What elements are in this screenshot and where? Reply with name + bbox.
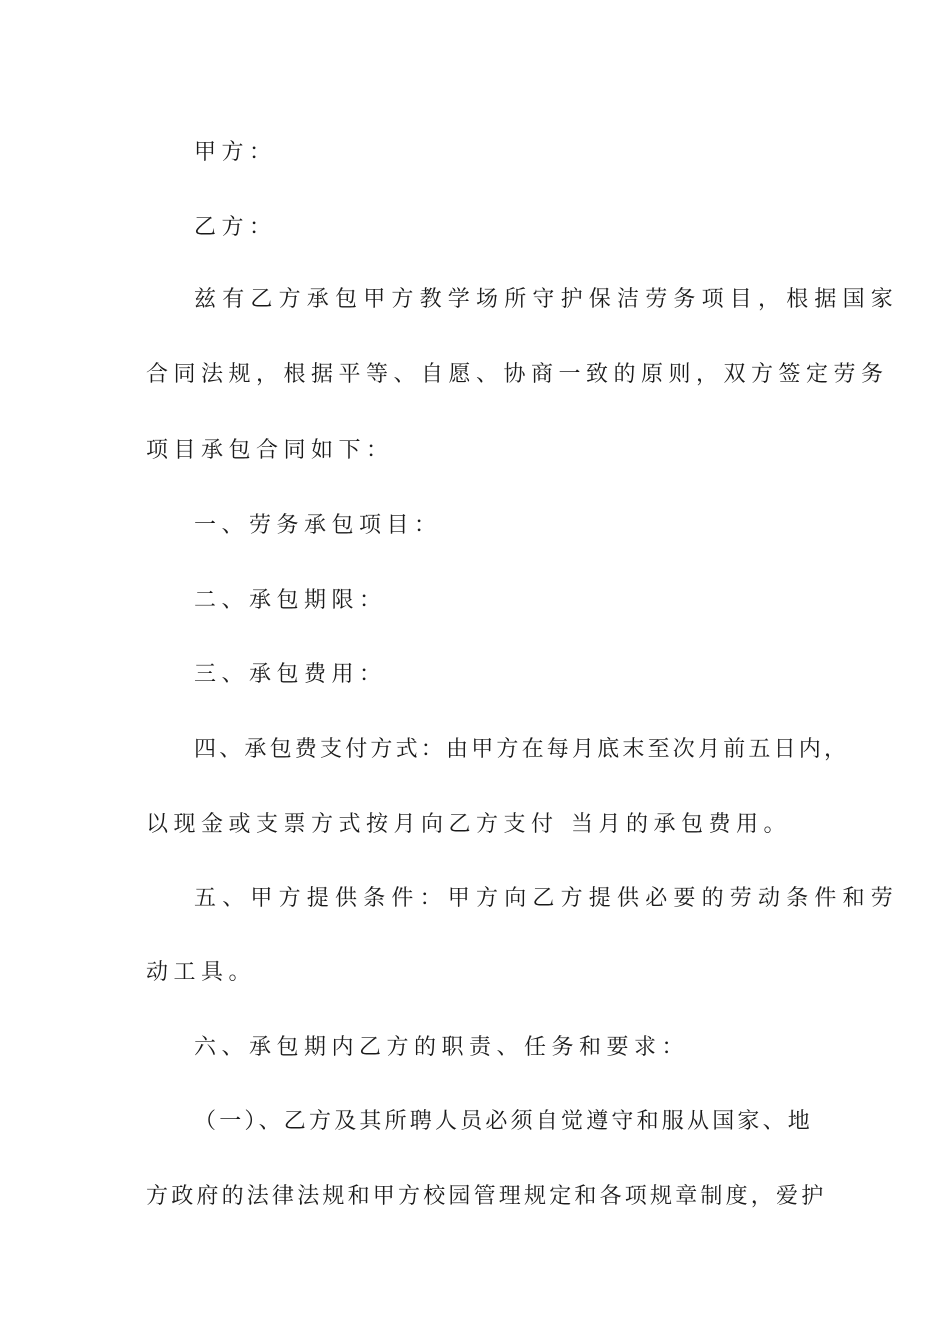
clause-3-heading: 三、承包费用：: [194, 662, 387, 687]
clause-5-line-1: 五、甲方提供条件：甲方向乙方提供必要的劳动条件和劳: [194, 886, 900, 911]
clause-6-item-1-line-1: （一）、乙方及其所聘人员必须自觉遵守和服从国家、地: [194, 1109, 814, 1134]
party-a-line: 甲方：: [194, 140, 277, 165]
preamble-line-2: 合同法规，根据平等、自愿、协商一致的原则，双方签定劳务: [146, 362, 889, 387]
clause-6-heading: 六、承包期内乙方的职责、任务和要求：: [194, 1035, 690, 1060]
clause-4-line-2: 以现金或支票方式按月向乙方支付 当月的承包费用。: [146, 812, 791, 837]
clause-6-item-1-line-2: 方政府的法律法规和甲方校园管理规定和各项规章制度，爱护: [146, 1184, 827, 1209]
clause-2-heading: 二、承包期限：: [194, 588, 387, 613]
preamble-line-3: 项目承包合同如下：: [146, 438, 394, 463]
party-b-line: 乙方：: [194, 215, 277, 240]
clause-5-line-2: 动工具。: [146, 960, 257, 985]
preamble-line-1: 兹有乙方承包甲方教学场所守护保洁劳务项目，根据国家: [194, 287, 900, 312]
clause-4-line-1: 四、承包费支付方式：由甲方在每月底末至次月前五日内，: [194, 737, 850, 762]
clause-1-heading: 一、劳务承包项目：: [194, 513, 442, 538]
